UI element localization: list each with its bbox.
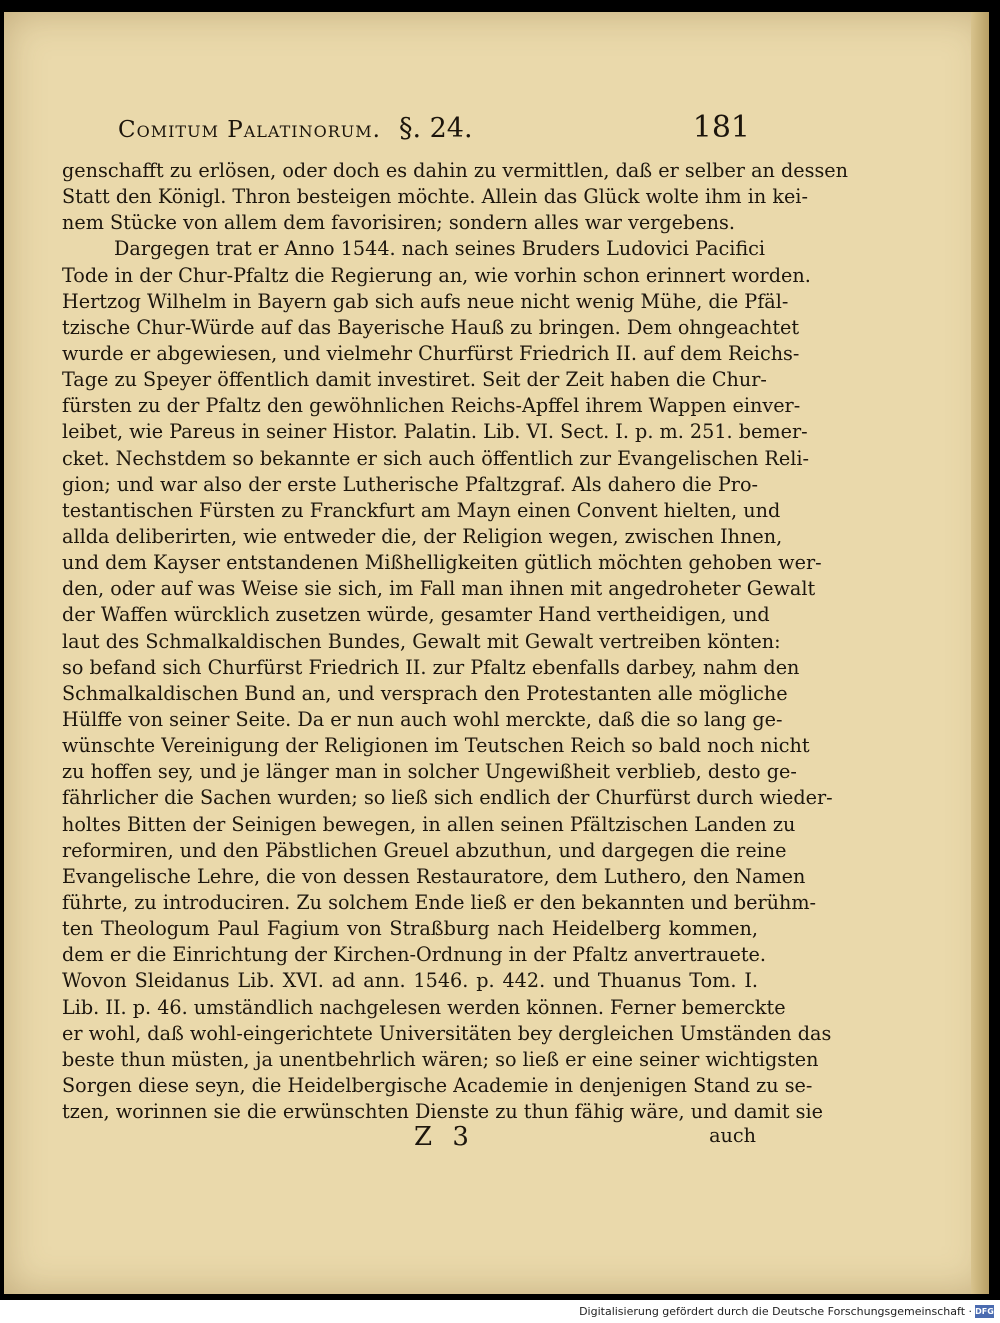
text-line: cket. Nechstdem so bekannte er sich auch öffentlich zur Evangelischen Reli-: [62, 446, 809, 470]
text-line: allda deliberirten, wie entweder die, der Religion wegen, zwischen Ihnen,: [62, 524, 783, 548]
page-edge: [971, 12, 989, 1294]
text-line: beste thun müsten, ja unentbehrlich wären; so ließ er eine seiner wichtigsten: [62, 1047, 819, 1071]
signature-mark: Z 3: [414, 1122, 475, 1152]
digitization-credit: Digitalisierung gefördert durch die Deutsche Forschungsgemeinschaft ·: [579, 1305, 972, 1318]
text-line: den, oder auf was Weise sie sich, im Fall man ihnen mit angedroheter Gewalt: [62, 577, 816, 601]
text-line: Dargegen trat er Anno 1544. nach seines Bruders Ludovici Pacifici: [114, 237, 766, 261]
text-line: tzen, worinnen sie die erwünschten Dienste zu thun fähig wäre, und damit sie: [62, 1100, 823, 1124]
text-line: holtes Bitten der Seinigen bewegen, in allen seinen Pfältzischen Landen zu: [62, 812, 796, 836]
text-line: gion; und war also der erste Lutherische Pfaltzgraf. Als dahero die Pro-: [62, 472, 758, 496]
text-line: laut des Schmalkaldischen Bundes, Gewalt mit Gewalt vertreiben könten:: [62, 629, 781, 653]
text-line: wünschte Vereinigung der Religionen im Teutschen Reich so bald noch nicht: [62, 734, 810, 758]
text-line: testantischen Fürsten zu Franckfurt am Mayn einen Convent hielten, und: [62, 498, 781, 522]
page-number: 181: [692, 110, 750, 145]
text-line: so befand sich Churfürst Friedrich II. zur Pfaltz ebenfalls darbey, nahm den: [62, 655, 800, 679]
text-line: Schmalkaldischen Bund an, und versprach den Protestanten alle mögliche: [62, 681, 788, 705]
body-text: [62, 158, 849, 1125]
section-number: §. 24.: [398, 113, 473, 144]
text-line: Evangelische Lehre, die von dessen Restauratore, dem Luthero, den Namen: [62, 864, 806, 888]
text-line: Lib. II. p. 46. umständlich nachgelesen werden können. Ferner bemerckte: [62, 995, 786, 1019]
text-line: Hertzog Wilhelm in Bayern gab sich aufs neue nicht wenig Mühe, die Pfäl-: [62, 289, 789, 313]
text-line: Wovon Sleidanus Lib. XVI. ad ann. 1546. p. 442. und Thuanus Tom. I.: [62, 969, 758, 993]
text-line: ten Theologum Paul Fagium von Straßburg nach Heidelberg kommen,: [62, 917, 758, 941]
text-line: und dem Kayser entstandenen Mißhelligkeiten gütlich möchten gehoben wer-: [62, 551, 822, 575]
text-line: er wohl, daß wohl-eingerichtete Universitäten bey dergleichen Umständen das: [62, 1021, 832, 1045]
running-title: Comitum Palatinorum.: [118, 117, 381, 143]
running-header: [118, 110, 750, 150]
text-line: genschafft zu erlösen, oder doch es dahin zu vermittlen, daß er selber an dessen: [62, 159, 849, 182]
text-line: Sorgen diese seyn, die Heidelbergische Academie in denjenigen Stand zu se-: [62, 1073, 813, 1097]
text-line: Hülffe von seiner Seite. Da er nun auch wohl merckte, daß die so lang ge-: [62, 707, 783, 731]
text-line: zu hoffen sey, und je länger man in solcher Ungewißheit verblieb, desto ge-: [62, 760, 797, 784]
text-line: reformiren, und den Päbstlichen Greuel abzuthun, und dargegen die reine: [62, 838, 787, 862]
text-line: dem er die Einrichtung der Kirchen-Ordnung in der Pfaltz anvertrauete.: [62, 943, 767, 967]
text-line: leibet, wie Pareus in seiner Histor. Palatin. Lib. VI. Sect. I. p. m. 251. bemer-: [62, 420, 808, 444]
text-line: Tode in der Chur-Pfaltz die Regierung an, wie vorhin schon erinnert worden.: [62, 263, 811, 287]
dfg-logo: DFG: [975, 1307, 994, 1316]
text-line: wurde er abgewiesen, und vielmehr Churfürst Friedrich II. auf dem Reichs-: [62, 341, 800, 365]
text-line: nem Stücke von allem dem favorisiren; sondern alles war vergebens.: [62, 211, 735, 235]
page-footer: [62, 1122, 758, 1154]
text-line: tzische Chur-Würde auf das Bayerische Hauß zu bringen. Dem ohngeachtet: [62, 315, 800, 339]
text-line: der Waffen würcklich zusetzen würde, gesamter Hand vertheidigen, und: [62, 603, 770, 627]
catchword: auch: [709, 1124, 756, 1147]
text-line: Statt den Königl. Thron besteigen möchte. Allein das Glück wolte ihm in kei-: [62, 185, 808, 209]
text-line: führte, zu introduciren. Zu solchem Ende ließ er den bekannten und berühm-: [62, 890, 817, 914]
text-line: fährlicher die Sachen wurden; so ließ sich endlich der Churfürst durch wieder-: [62, 786, 833, 810]
text-line: Tage zu Speyer öffentlich damit investiret. Seit der Zeit haben die Chur-: [62, 368, 767, 392]
text-line: fürsten zu der Pfaltz den gewöhnlichen Reichs-Apffel ihrem Wappen einver-: [62, 394, 801, 418]
